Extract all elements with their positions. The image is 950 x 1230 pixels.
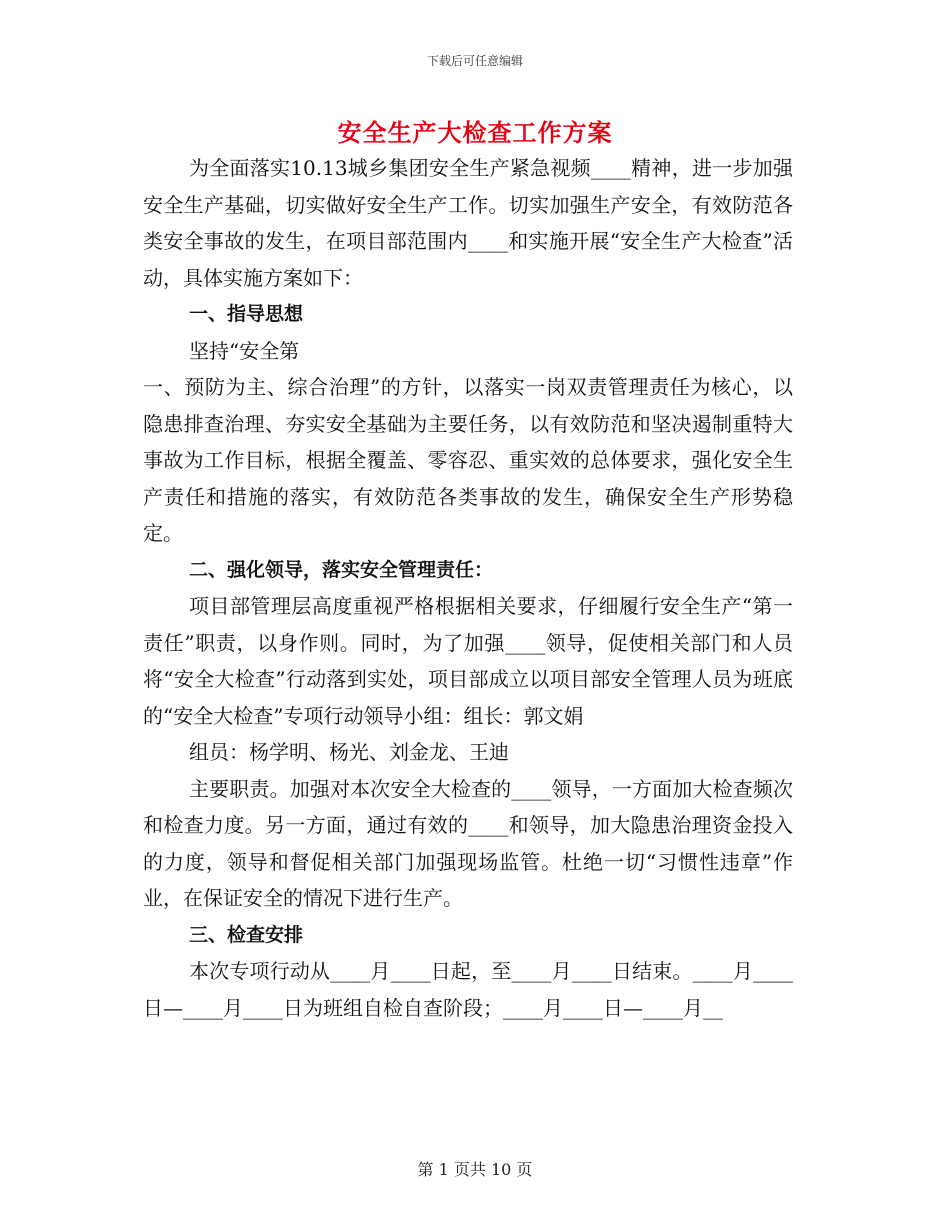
body-paragraph: 组员：杨学明、杨光、刘金龙、王迪 xyxy=(189,740,509,764)
section-heading-guiding-ideology: 一、指导思想 xyxy=(189,303,304,325)
section-heading-leadership: 二、强化领导，落实安全管理责任： xyxy=(189,558,494,581)
body-paragraph: 坚持“安全第 xyxy=(189,338,300,363)
body-paragraph: 项目部管理层高度重视严格根据相关要求，仔细履行安全生产“第一责任”职责，以身作则。同时，为了加强____领导，促使相关部门和人员将“安全大检查”行动落到实处，项目部成立以项目部安全管理人员为班底的“安全大检查”专项行动领导小组：组长：郭文娟 xyxy=(143,594,793,728)
body-paragraph: 一、预防为主、综合治理”的方针，以落实一岗双责管理责任为核心，以隐患排查治理、夯实安全基础为主要任务，以有效防范和坚决遏制重特大事故为工作目标，根据全覆盖、零容忍、重实效的总体要求，强化安全生产责任和措施的落实，有效防范各类事故的发生，确保安全生产形势稳定。 xyxy=(143,375,793,545)
header-note: 下载后可任意编辑 xyxy=(426,54,523,68)
intro-paragraph: 为全面落实10.13城乡集团安全生产紧急视频____精神，进一步加强安全生产基础，切实做好安全生产工作。切实加强生产安全，有效防范各类安全事故的发生，在项目部范围内____和实施开展“安全生产大检查”活动，具体实施方案如下： xyxy=(143,156,793,290)
section-heading-inspection-schedule: 三、检查安排 xyxy=(189,923,304,946)
body-paragraph: 主要职责。加强对本次安全大检查的____领导，一方面加大检查频次和检查力度。另一方面，通过有效的____和领导，加大隐患治理资金投入的力度，领导和督促相关部门加强现场监管。杜绝一切“习惯性违章”作业，在保证安全的情况下进行生产。 xyxy=(143,776,793,910)
document-body xyxy=(143,150,793,1026)
body-paragraph: 本次专项行动从____月____日起，至____月____日结束。____月____日—____月____日为班组自检自查阶段；____月____日—____月__ xyxy=(143,959,793,1020)
document-title: 安全生产大检查工作方案 xyxy=(337,119,613,147)
page-footer: 第 1 页共 10 页 xyxy=(417,1160,533,1179)
